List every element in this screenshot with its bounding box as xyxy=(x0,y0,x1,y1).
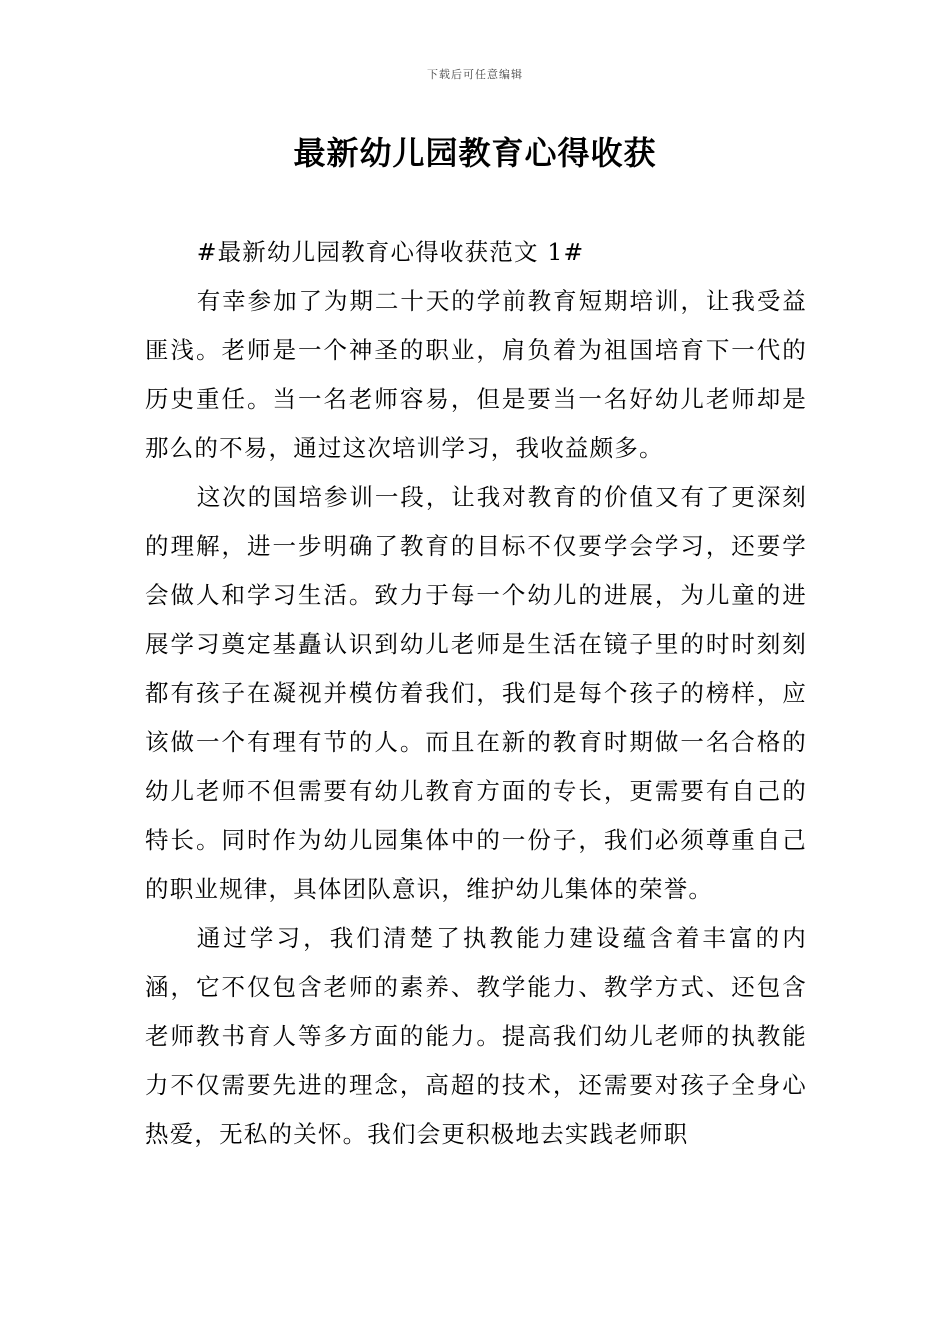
paragraph: 通过学习，我们清楚了执教能力建设蕴含着丰富的内涵，它不仅包含老师的素养、教学能力、教学方式、还包含老师教书育人等多方面的能力。提高我们幼儿老师的执教能力不仅需要先进的理念，高超的技术，还需要对孩子全身心热爱，无私的关怀。我们会更积极地去实践老师职 xyxy=(145,924,807,1148)
document-title: 最新幼儿园教育心得收获 xyxy=(293,134,657,172)
document-body xyxy=(145,228,807,1159)
section-heading: #最新幼儿园教育心得收获范文 1# xyxy=(196,238,585,266)
paragraph: 这次的国培参训一段，让我对教育的价值又有了更深刻的理解，进一步明确了教育的目标不仅要学会学习，还要学会做人和学习生活。致力于每一个幼儿的进展，为儿童的进展学习奠定基矗认识到幼儿老师是生活在镜子里的时时刻刻都有孩子在凝视并模仿着我们，我们是每个孩子的榜样，应该做一个有理有节的人。而且在新的教育时期做一名合格的幼儿老师不但需要有幼儿教育方面的专长，更需要有自己的特长。同时作为幼儿园集体中的一份子，我们必须尊重自己的职业规律，具体团队意识，维护幼儿集体的荣誉。 xyxy=(145,483,807,903)
paragraph: 有幸参加了为期二十天的学前教育短期培训，让我受益匪浅。老师是一个神圣的职业，肩负着为祖国培育下一代的历史重任。当一名老师容易，但是要当一名好幼儿老师却是那么的不易，通过这次培训学习，我收益颇多。 xyxy=(145,287,807,462)
header-note: 下载后可任意编辑 xyxy=(427,68,523,81)
